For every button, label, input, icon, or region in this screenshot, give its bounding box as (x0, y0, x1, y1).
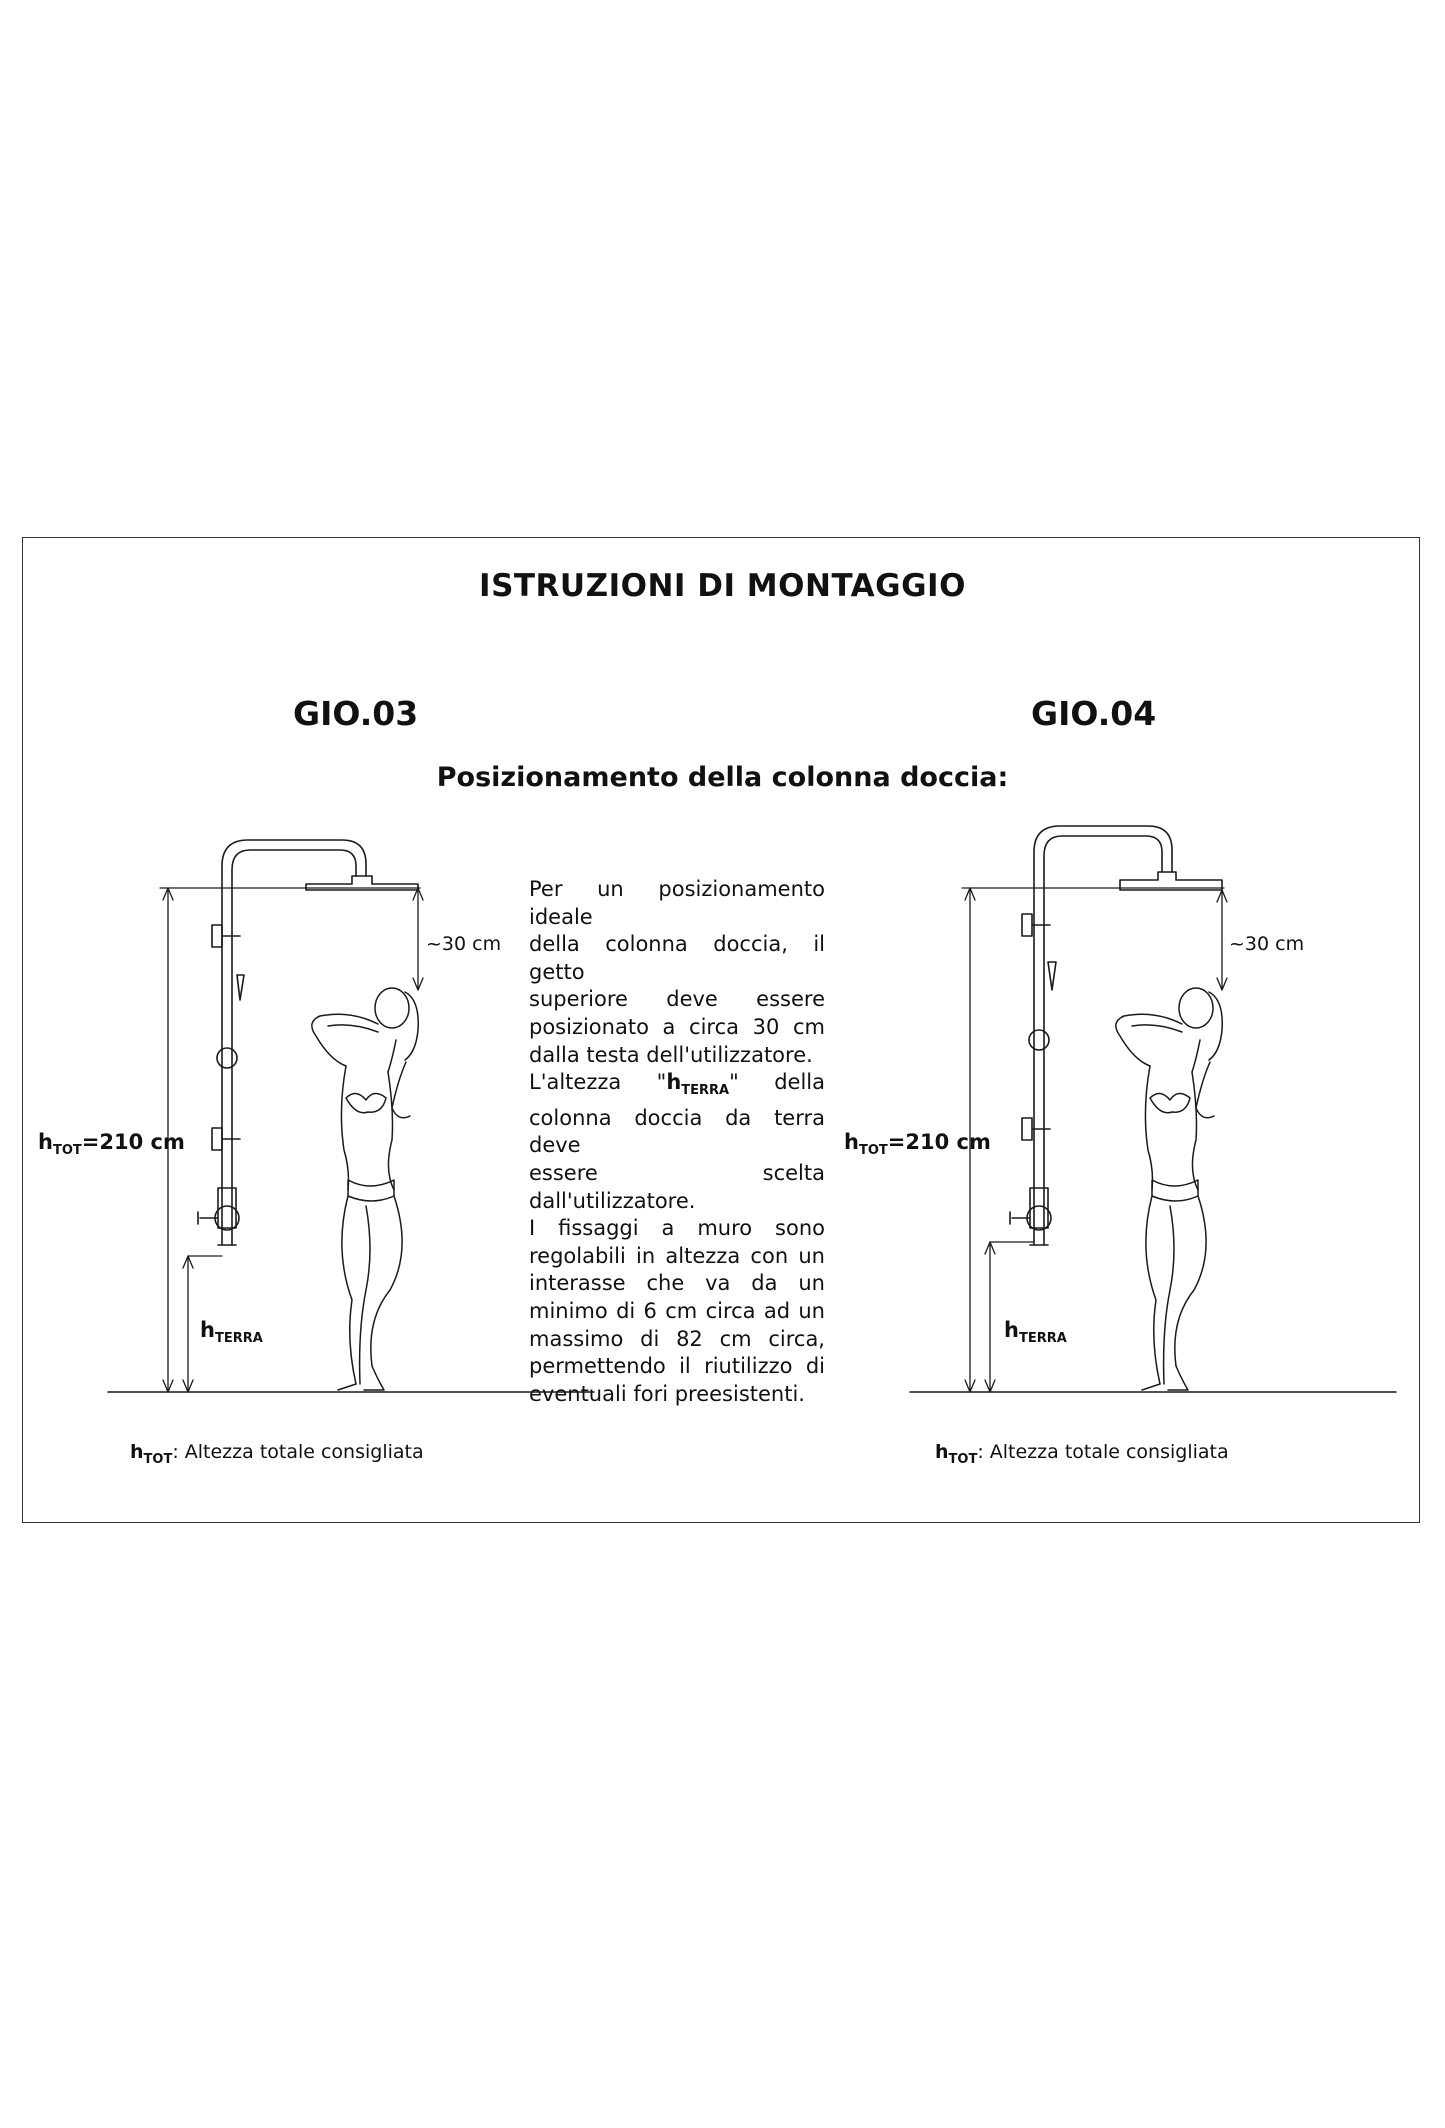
instruction-line: minimo di 6 cm circa ad un (529, 1298, 825, 1323)
instruction-line: essere scelta dall'utilizzatore. (529, 1160, 825, 1213)
wall-bracket (212, 1128, 222, 1150)
dimension-head-gap (413, 888, 423, 990)
h-tot-label-left: $h_{TOT}=210$ cm (38, 1130, 185, 1158)
shower-head (1120, 872, 1222, 890)
instruction-line: massimo di 82 cm circa, (529, 1326, 825, 1351)
left-shower-drawing (108, 840, 594, 1392)
instruction-line: interasse che va da un (529, 1271, 825, 1296)
instruction-line: colonna doccia da terra deve (529, 1105, 825, 1158)
model-label-right: GIO.04 (1031, 694, 1157, 733)
page-title: ISTRUZIONI DI MONTAGGIO (479, 568, 966, 604)
instruction-line: eventuali fori preesistenti. (529, 1381, 805, 1406)
instruction-line: dalla testa dell'utilizzatore. (529, 1042, 813, 1067)
instruction-line: posizionato a circa 30 cm (529, 1014, 825, 1039)
h-tot-label-right: $h_{TOT}=210$ cm (844, 1130, 991, 1158)
h-terra-label-right: $h_{TERRA}$ (1004, 1318, 1067, 1346)
h-terra-label-left: $h_{TERRA}$ (200, 1318, 263, 1346)
dimension-h-tot (160, 888, 420, 1392)
dimension-h-tot (962, 888, 1224, 1392)
section-subtitle: Posizionamento della colonna doccia: (436, 762, 1009, 793)
wall-bracket (1022, 914, 1032, 936)
diverter-knob (1029, 1030, 1049, 1050)
instruction-line: regolabili in altezza con un (529, 1243, 825, 1268)
wall-bracket (212, 925, 222, 947)
instruction-line: superiore deve essere (529, 987, 825, 1012)
head-gap-label-right: ~30 cm (1229, 933, 1305, 955)
legend-right: $h_{TOT}$: Altezza totale consigliata (935, 1441, 1229, 1467)
dimension-head-gap (1217, 890, 1227, 990)
instruction-line: L'altezza "$h_{TERRA}$" della (529, 1070, 825, 1099)
dimension-h-terra (985, 1242, 1034, 1392)
hand-shower (1048, 962, 1056, 990)
head-gap-label-left: ~30 cm (426, 933, 502, 955)
hand-shower (237, 975, 244, 1000)
right-shower-drawing (910, 826, 1396, 1392)
woman-figure (1116, 988, 1222, 1390)
instruction-line: Per un posizionamento ideale (529, 877, 825, 929)
model-label-left: GIO.03 (293, 694, 419, 733)
instruction-line: permettendo il riutilizzo di (529, 1354, 825, 1379)
instruction-line: della colonna doccia, il getto (529, 932, 825, 984)
wall-bracket (1022, 1118, 1032, 1140)
legend-left: $h_{TOT}$: Altezza totale consigliata (130, 1441, 424, 1467)
shower-column (1010, 826, 1222, 1245)
woman-figure (312, 988, 418, 1390)
instruction-line: I fissaggi a muro sono (529, 1216, 825, 1241)
diverter-knob (217, 1048, 237, 1068)
